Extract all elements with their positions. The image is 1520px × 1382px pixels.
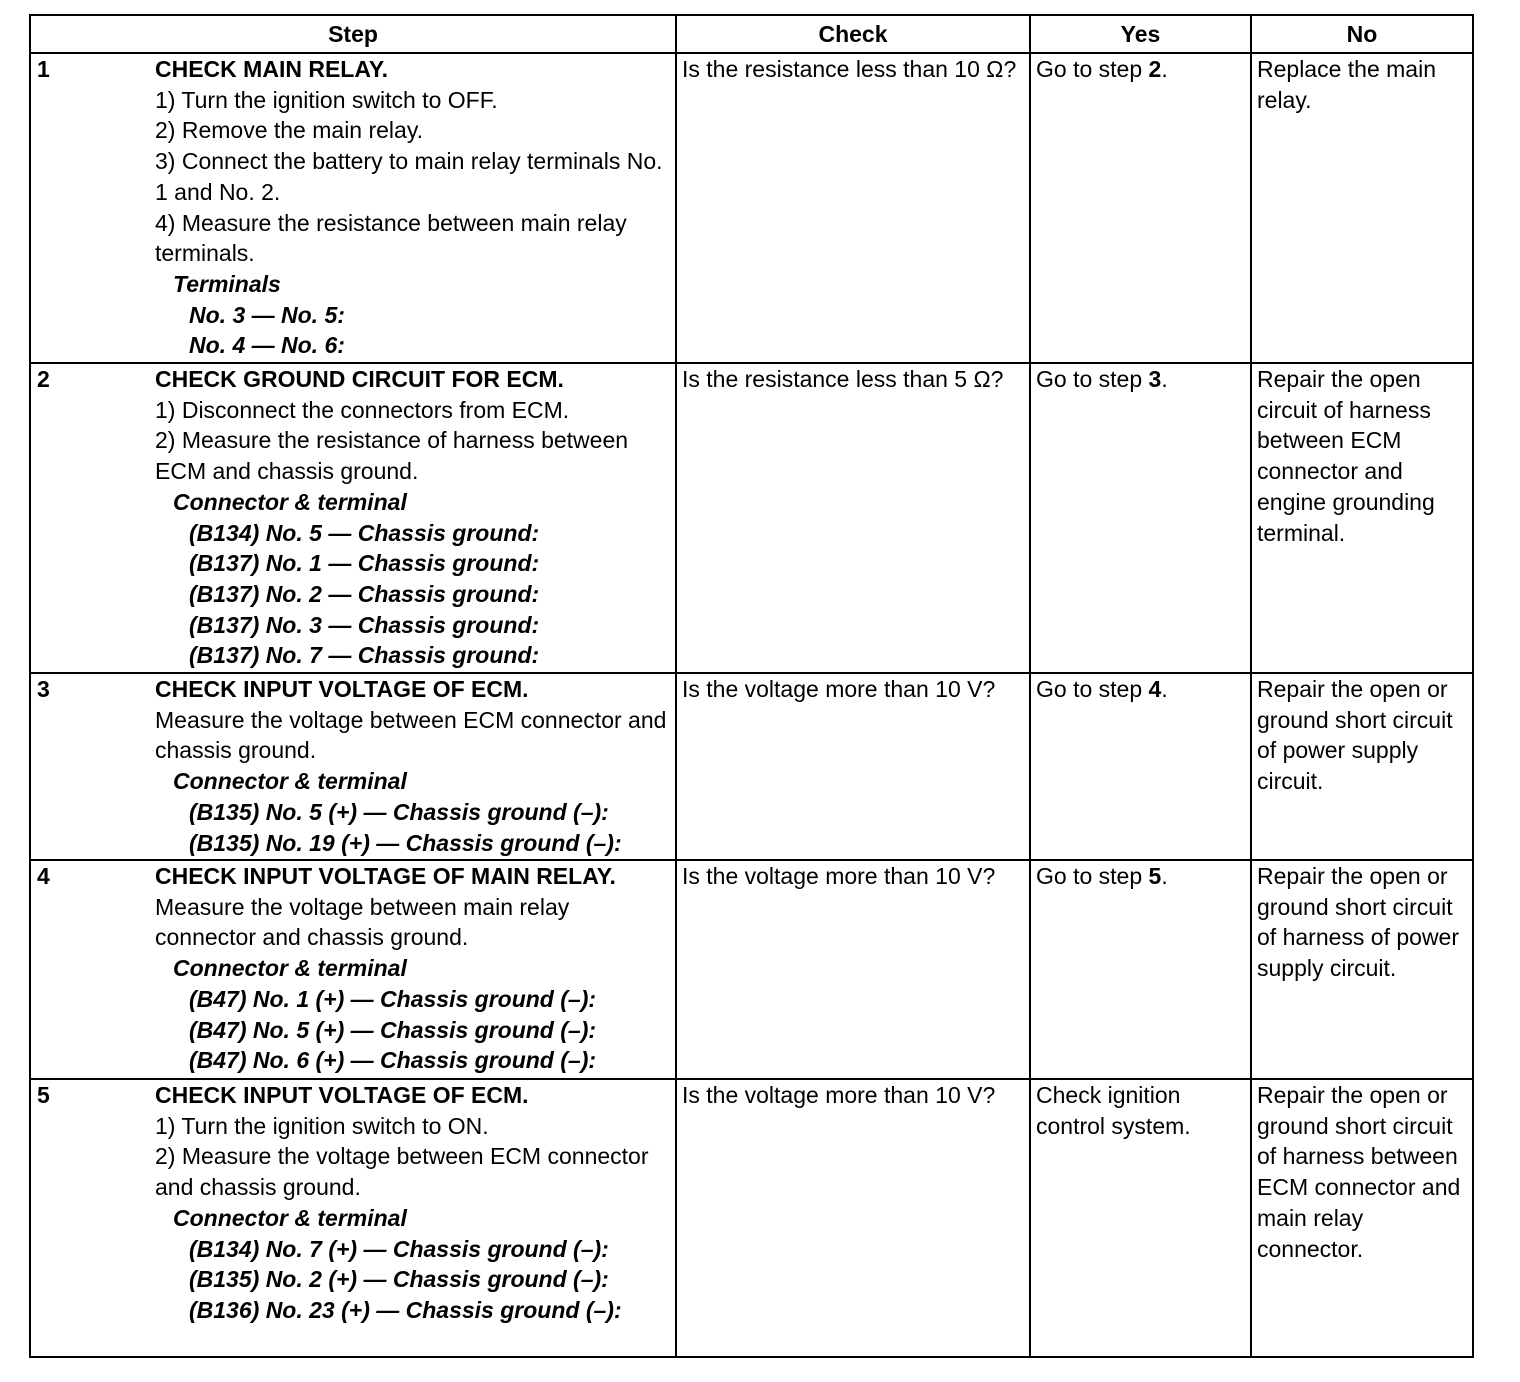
no-cell: Repair the open circuit of harness between ECM connector and engine grounding terminal.	[1251, 363, 1473, 673]
yes-text: Go to step	[1036, 56, 1149, 82]
table-row	[30, 860, 1473, 1079]
yes-cell	[1030, 1079, 1251, 1357]
table-row	[30, 363, 1473, 673]
step-title: CHECK INPUT VOLTAGE OF ECM.	[155, 1082, 529, 1108]
table-header-row	[30, 15, 1473, 53]
yes-step-ref: 2	[1148, 56, 1162, 82]
terminal-item: (B47) No. 6 (+) — Chassis ground (–):	[189, 1047, 597, 1074]
step-instruction: Measure the voltage between main relay connector and chassis ground.	[155, 893, 570, 951]
step-instruction: 1) Disconnect the connectors from ECM.	[155, 396, 570, 423]
step-cell	[30, 673, 676, 860]
check-cell: Is the voltage more than 10 V?	[676, 860, 1030, 1079]
step-number: 2	[37, 366, 50, 392]
step-instruction: 2) Remove the main relay.	[155, 117, 424, 144]
table-row	[30, 673, 1473, 860]
period: .	[1161, 366, 1168, 392]
yes-cell	[1030, 673, 1251, 860]
step-title: CHECK INPUT VOLTAGE OF ECM.	[155, 676, 529, 702]
check-cell: Is the voltage more than 10 V?	[676, 1079, 1030, 1357]
step-number: 5	[37, 1082, 50, 1108]
step-instruction: 2) Measure the voltage between ECM connector and chassis ground.	[155, 1143, 649, 1201]
check-cell: Is the resistance less than 5 Ω?	[676, 363, 1030, 673]
step-number: 1	[37, 56, 50, 82]
yes-step-ref: 5	[1148, 863, 1162, 889]
no-cell: Repair the open or ground short circuit of harness of power supply circuit.	[1251, 860, 1473, 1079]
terminal-item: (B134) No. 5 — Chassis ground:	[189, 519, 540, 546]
header-yes: Yes	[1030, 15, 1251, 53]
terminal-item: (B135) No. 19 (+) — Chassis ground (–):	[189, 829, 622, 856]
terminal-item: (B137) No. 2 — Chassis ground:	[189, 580, 540, 607]
step-cell	[30, 860, 676, 1079]
step-instruction: 4) Measure the resistance between main relay terminals.	[155, 209, 627, 267]
terminal-item: (B47) No. 1 (+) — Chassis ground (–):	[189, 985, 597, 1012]
yes-cell	[1030, 53, 1251, 363]
step-title: CHECK MAIN RELAY.	[155, 56, 389, 82]
step-instruction: 3) Connect the battery to main relay terminals No. 1 and No. 2.	[155, 148, 663, 205]
terminal-item: (B135) No. 5 (+) — Chassis ground (–):	[189, 798, 609, 825]
step-instruction: 1) Turn the ignition switch to ON.	[155, 1112, 489, 1139]
diagnostic-table	[29, 14, 1474, 1358]
terminal-item: (B136) No. 23 (+) — Chassis ground (–):	[189, 1296, 622, 1323]
header-step: Step	[30, 15, 676, 53]
no-cell: Repair the open or ground short circuit of harness between ECM connector and main relay connector.	[1251, 1079, 1473, 1357]
header-check: Check	[676, 15, 1030, 53]
yes-text: Go to step	[1036, 366, 1149, 392]
yes-cell	[1030, 860, 1251, 1079]
yes-step-ref: 4	[1148, 676, 1162, 702]
check-cell: Is the resistance less than 10 Ω?	[676, 53, 1030, 363]
terminal-item: (B137) No. 1 — Chassis ground:	[189, 550, 540, 577]
check-cell: Is the voltage more than 10 V?	[676, 673, 1030, 860]
terminal-item: (B135) No. 2 (+) — Chassis ground (–):	[189, 1266, 609, 1293]
no-cell: Replace the main relay.	[1251, 53, 1473, 363]
terminal-item: No. 4 — No. 6:	[189, 332, 345, 359]
terminal-item: (B134) No. 7 (+) — Chassis ground (–):	[189, 1235, 609, 1262]
table-row	[30, 53, 1473, 363]
yes-text: Check ignition control system.	[1036, 1082, 1191, 1139]
sub-heading: Connector & terminal	[173, 1204, 407, 1231]
step-title: CHECK INPUT VOLTAGE OF MAIN RELAY.	[155, 863, 616, 889]
yes-step-ref: 3	[1148, 366, 1162, 392]
step-instruction: 2) Measure the resistance of harness between ECM and chassis ground.	[155, 427, 629, 485]
no-cell: Repair the open or ground short circuit of power supply circuit.	[1251, 673, 1473, 860]
sub-heading: Connector & terminal	[173, 955, 407, 982]
terminal-item: (B137) No. 7 — Chassis ground:	[189, 642, 540, 669]
table-row	[30, 1079, 1473, 1357]
period: .	[1161, 676, 1168, 702]
step-title: CHECK GROUND CIRCUIT FOR ECM.	[155, 366, 564, 392]
step-instruction: 1) Turn the ignition switch to OFF.	[155, 86, 498, 113]
step-number: 4	[37, 863, 50, 889]
yes-text: Go to step	[1036, 863, 1149, 889]
sub-heading: Connector & terminal	[173, 768, 407, 795]
step-cell	[30, 1079, 676, 1357]
sub-heading: Terminals	[173, 270, 281, 297]
step-number: 3	[37, 676, 50, 702]
step-cell	[30, 363, 676, 673]
yes-cell	[1030, 363, 1251, 673]
terminal-item: (B47) No. 5 (+) — Chassis ground (–):	[189, 1016, 597, 1043]
period: .	[1161, 863, 1168, 889]
terminal-item: No. 3 — No. 5:	[189, 301, 345, 328]
terminal-item: (B137) No. 3 — Chassis ground:	[189, 611, 540, 638]
step-cell	[30, 53, 676, 363]
period: .	[1161, 56, 1168, 82]
header-no: No	[1251, 15, 1473, 53]
step-instruction: Measure the voltage between ECM connector and chassis ground.	[155, 706, 667, 764]
yes-text: Go to step	[1036, 676, 1149, 702]
sub-heading: Connector & terminal	[173, 488, 407, 515]
